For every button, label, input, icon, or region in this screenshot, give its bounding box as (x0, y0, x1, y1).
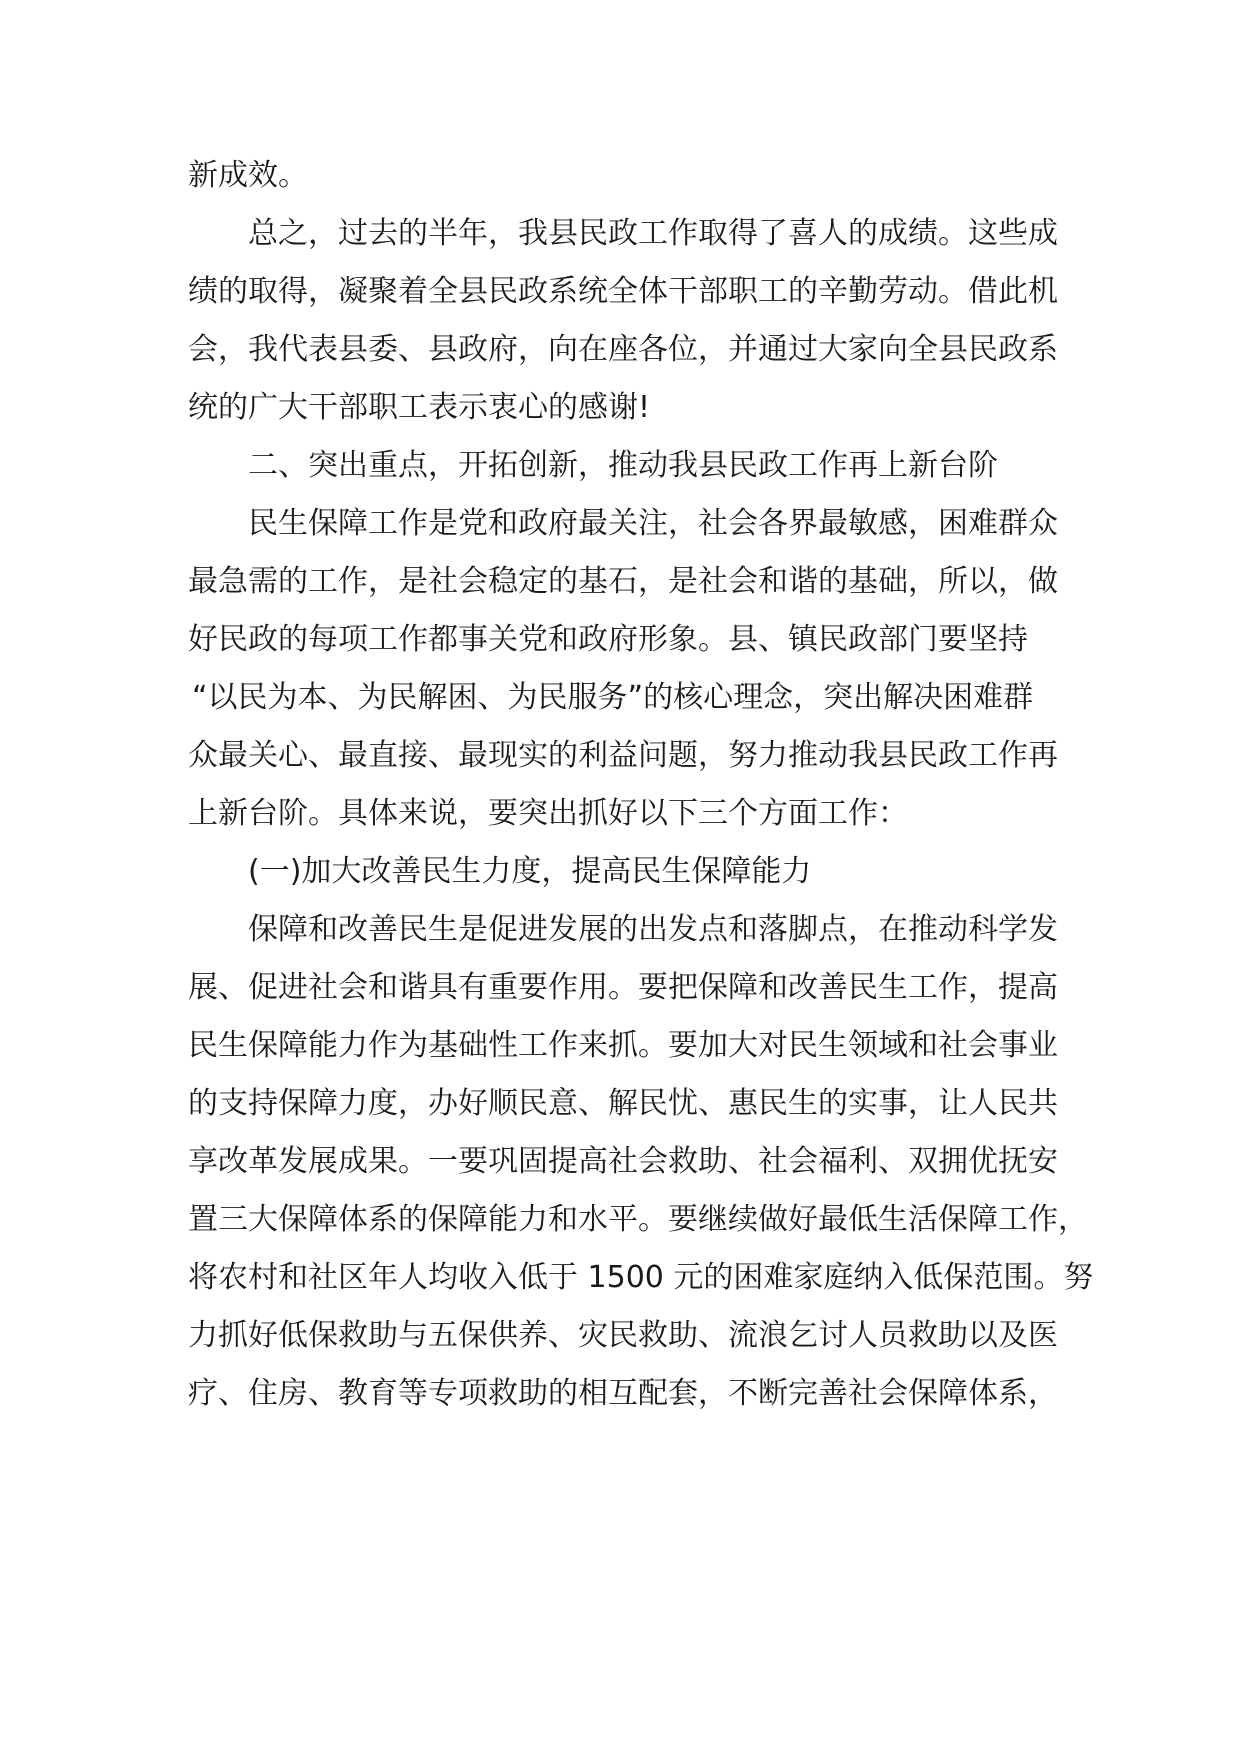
text-line: 绩的取得，凝聚着全县民政系统全体干部职工的辛勤劳动。借此机 (188, 274, 1058, 309)
paragraph-start-line: 保障和改善民生是促进发展的出发点和落脚点，在推动科学发 (248, 912, 1058, 947)
text-line: 疗、住房、教育等专项救助的相互配套，不断完善社会保障体系， (188, 1376, 1058, 1411)
text-line: 众最关心、最直接、最现实的利益问题，努力推动我县民政工作再 (188, 738, 1058, 773)
text-line: 力抓好低保救助与五保供养、灾民救助、流浪乞讨人员救助以及医 (188, 1318, 1058, 1353)
text-line: 展、促进社会和谐具有重要作用。要把保障和改善民生工作，提高 (188, 970, 1058, 1005)
text-line: 的支持保障力度，办好顺民意、解民忧、惠民生的实事，让人民共 (188, 1086, 1058, 1121)
text-line: 新成效。 (188, 158, 308, 193)
text-line: 最急需的工作，是社会稳定的基石，是社会和谐的基础，所以，做 (188, 564, 1058, 599)
text-line: 上新台阶。具体来说，要突出抓好以下三个方面工作： (188, 796, 908, 831)
text-line: 民生保障能力作为基础性工作来抓。要加大对民生领域和社会事业 (188, 1028, 1058, 1063)
text-line: 享改革发展成果。一要巩固提高社会救助、社会福利、双拥优抚安 (188, 1144, 1058, 1179)
text-line: 将农村和社区年人均收入低于 1500 元的困难家庭纳入低保范围。努 (188, 1260, 1094, 1295)
paragraph-start-line: 总之，过去的半年，我县民政工作取得了喜人的成绩。这些成 (248, 216, 1058, 251)
subsection-heading: (一)加大改善民生力度，提高民生保障能力 (248, 854, 812, 889)
paragraph-start-line: 民生保障工作是党和政府最关注，社会各界最敏感，困难群众 (248, 506, 1058, 541)
text-line: “以民为本、为民解困、为民服务”的核心理念，突出解决困难群 (192, 680, 1034, 715)
text-line: 统的广大干部职工表示衷心的感谢! (188, 390, 651, 425)
text-line: 置三大保障体系的保障能力和水平。要继续做好最低生活保障工作， (188, 1202, 1088, 1237)
section-heading: 二、突出重点，开拓创新，推动我县民政工作再上新台阶 (248, 448, 998, 483)
text-line: 会，我代表县委、县政府，向在座各位，并通过大家向全县民政系 (188, 332, 1058, 367)
text-line: 好民政的每项工作都事关党和政府形象。县、镇民政部门要坚持 (188, 622, 1028, 657)
